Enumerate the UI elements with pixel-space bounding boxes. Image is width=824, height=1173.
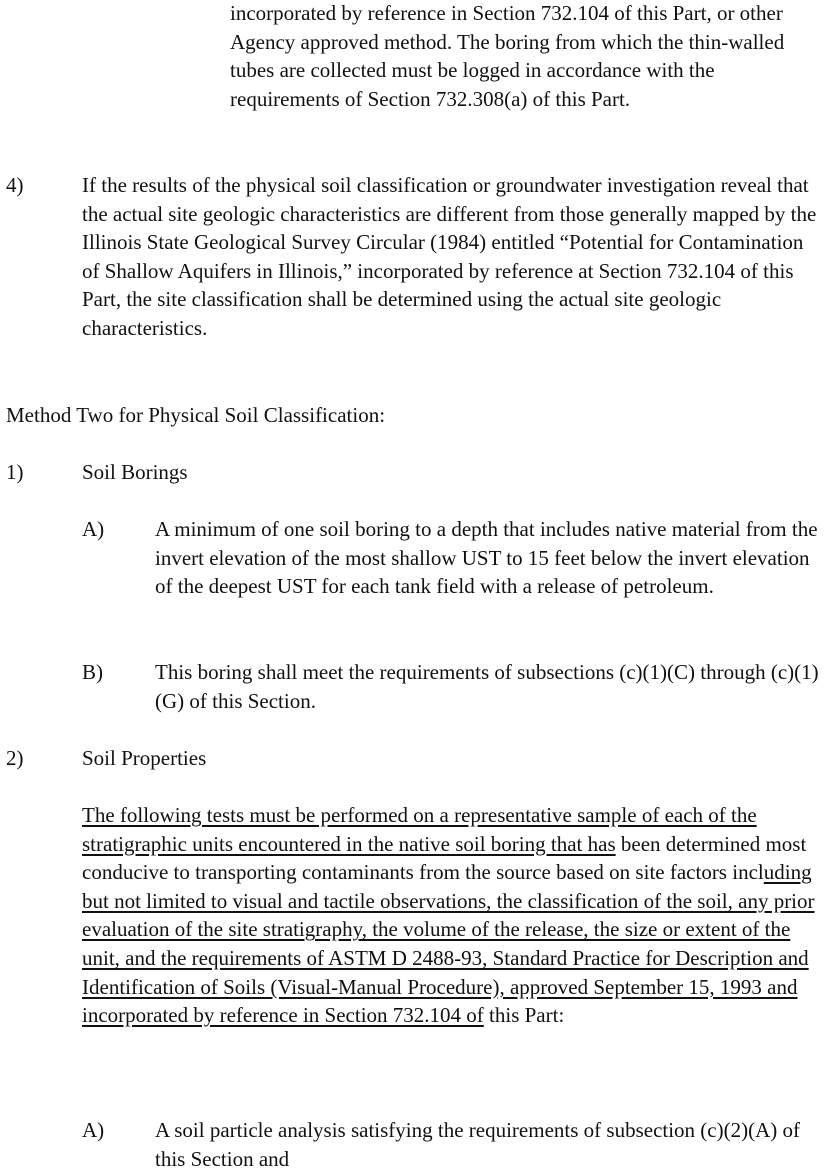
item-4-paragraph: If the results of the physical soil classification or groundwater investigation reveal that the actual site geologic characteristics are different from those generally mapped by the Illinois State Geological Survey Circular (1984) entitled “Potential for Contamination of Shallow Aquifers in Illinois,” incorporated by reference at Section 732.104 of this Part, the site classification shall be determined using the actual site geologic characteristics. xyxy=(82,173,817,340)
item-1a-paragraph: A minimum of one soil boring to a depth that includes native material from the invert elevation of the most shallow UST to 15 feet below the invert elevation of the deepest UST for each tank field with a release of petroleum. xyxy=(155,517,818,599)
item-4-number: 4) xyxy=(6,173,24,197)
item-2a-paragraph: A soil particle analysis satisfying the requirements of subsection (c)(2)(A) of this Section and xyxy=(155,1118,800,1171)
item-2a-number: A) xyxy=(82,1118,105,1142)
item-1a-number: A) xyxy=(82,517,105,541)
underlined-insertion: The following tests must be performed on a representative sample of each of the stratigraphic units encountered in the native soil boring that has xyxy=(82,803,757,856)
plain-text: been determined most conducive to transporting contaminants from the source based on site factors incl xyxy=(82,831,807,885)
item-1-title: Soil Borings xyxy=(82,460,188,484)
item-1b-number: B) xyxy=(82,660,103,684)
method-two-heading: Method Two for Physical Soil Classification: xyxy=(6,403,386,427)
item-1-number: 1) xyxy=(6,460,24,484)
continuation-paragraph: incorporated by reference in Section 732.104 of this Part, or other Agency approved method. The boring from which the thin-walled tubes are collected must be logged in accordance with the requirements of Section 732.308(a) of this Part. xyxy=(230,1,785,111)
item-2-title: Soil Properties xyxy=(82,746,207,770)
item-2-number: 2) xyxy=(6,746,24,770)
item-1b-paragraph: This boring shall meet the requirements of subsections (c)(1)(C) through (c)(1)(G) of this Section. xyxy=(155,660,819,713)
item-2-paragraph xyxy=(82,801,824,1030)
plain-text: this Part: xyxy=(483,1003,565,1028)
underlined-insertion: uding but not limited to visual and tactile observations, the classification of the soil, any prior evaluation of the site stratigraphy, the volume of the release, the size or extent of the unit, and the requirements of ASTM D 2488-93, Standard Practice for Description and Identification of Soils (Visual-Manual Procedure), approved September 15, 1993 and incorporated by reference in Section 732.104 of xyxy=(82,860,815,1028)
